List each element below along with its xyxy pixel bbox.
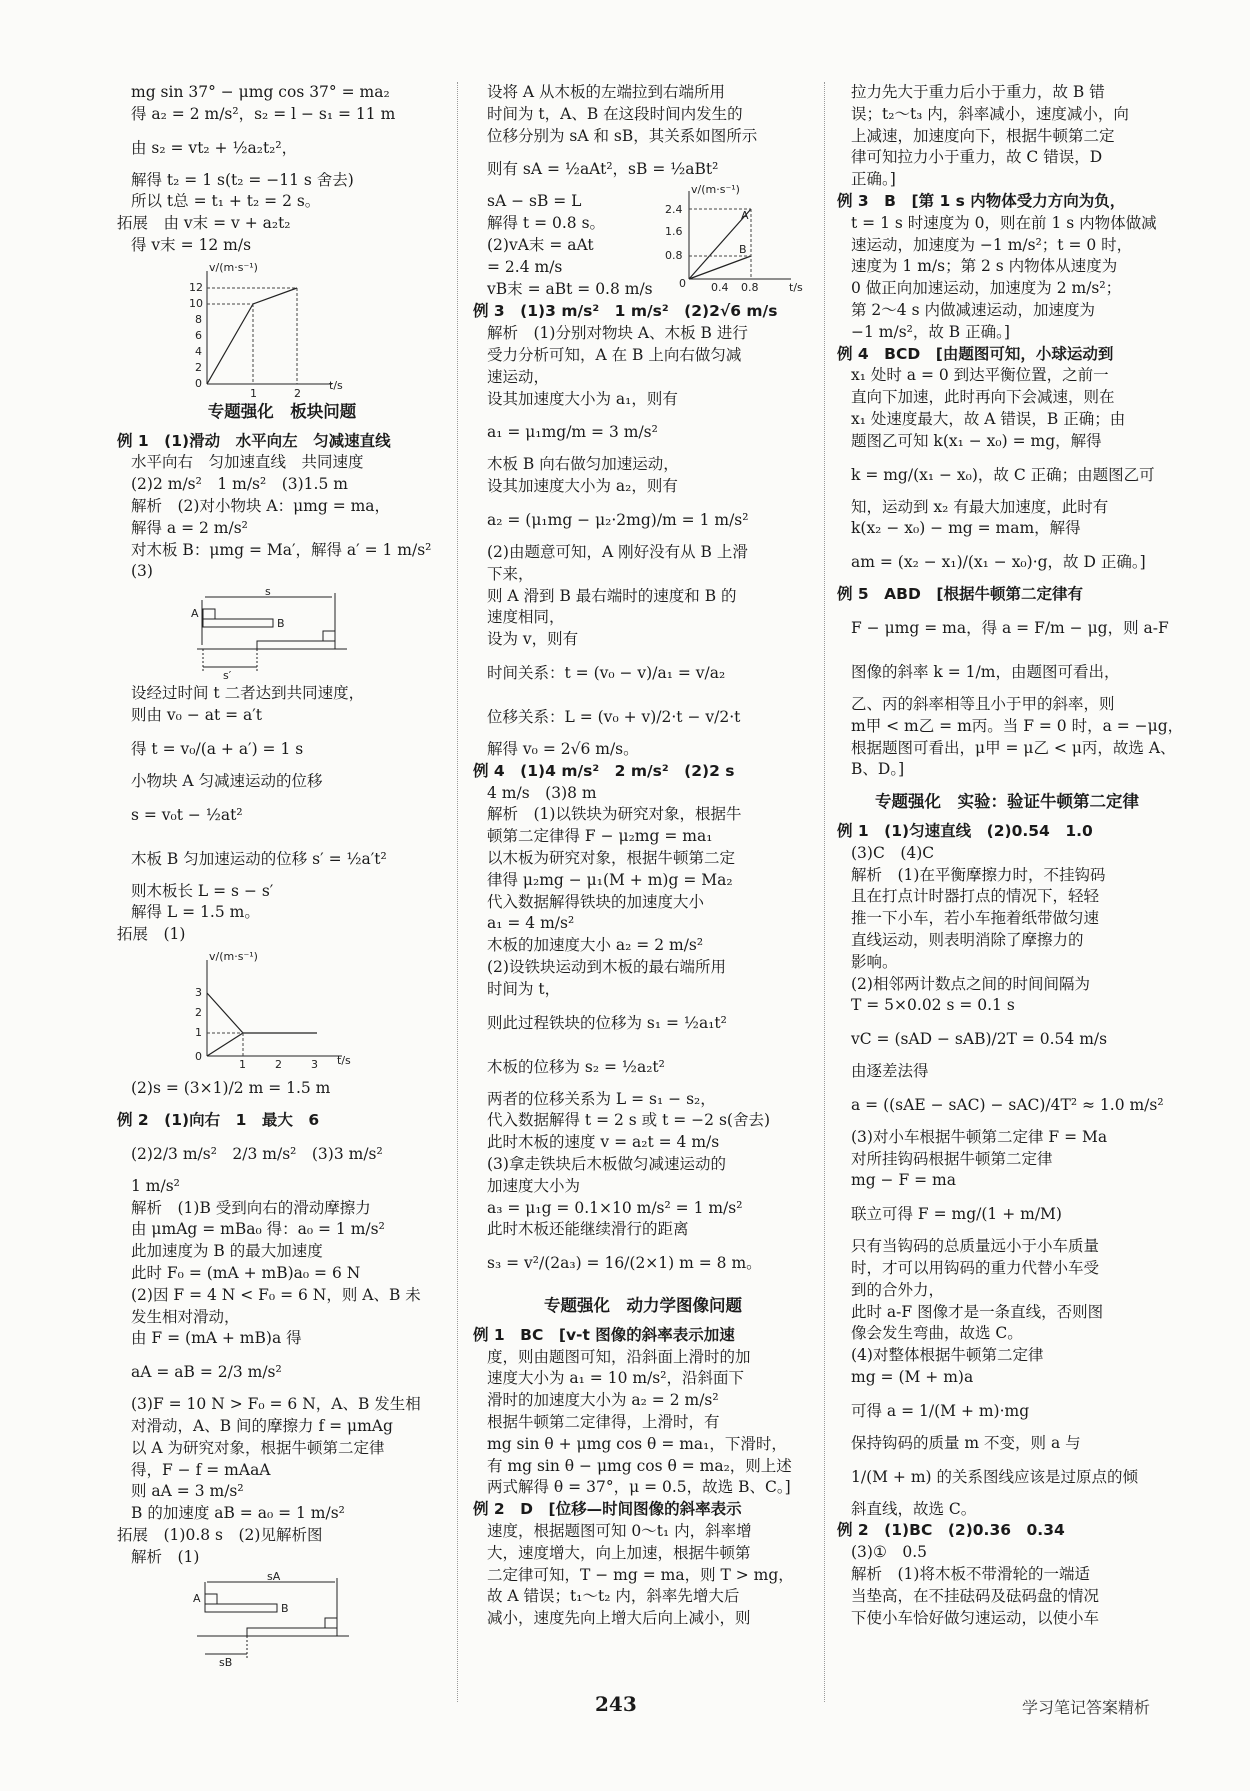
vt-graph-2 bbox=[117, 948, 357, 1071]
text-line: 时间为 t， bbox=[487, 979, 561, 998]
text-line: (2)设铁块运动到木板的最右端所用 bbox=[487, 957, 726, 976]
text-line: 只有当钩码的总质量远小于小车质量 bbox=[851, 1237, 1100, 1256]
tick-label: 2 bbox=[275, 1057, 282, 1071]
text-line: 则此过程铁块的位移为 s₁ = ½a₁t² bbox=[487, 1013, 727, 1032]
text-line: (2)s = (3×1)/2 m = 1.5 m bbox=[131, 1078, 331, 1097]
tick-label: 0.4 bbox=[711, 281, 729, 295]
tick-label: 0 bbox=[195, 1049, 202, 1063]
y-axis-label: v/(m·s⁻¹) bbox=[691, 183, 740, 197]
text-line: k(x₂ − x₀) − mg = mam，解得 bbox=[851, 519, 1081, 538]
block-label: B bbox=[281, 1602, 289, 1616]
text-line: 设其加速度大小为 a₁，则有 bbox=[487, 389, 678, 408]
text-line: (2)2 m/s² 1 m/s² (3)1.5 m bbox=[131, 475, 348, 494]
tick-label: 6 bbox=[195, 328, 202, 342]
text-line: 题图乙可知 k(x₁ − x₀) = mg，解得 bbox=[851, 431, 1102, 450]
text-line: 解得 t = 0.8 s。 bbox=[487, 214, 606, 233]
text-line: 1/(M + m) 的关系图线应该是过原点的倾 bbox=[851, 1467, 1139, 1486]
text-line: vB末 = aBt = 0.8 m/s bbox=[487, 279, 653, 298]
tick-label: 1.6 bbox=[665, 225, 683, 239]
text-line: 木板的加速度大小 a₂ = 2 m/s² bbox=[487, 936, 704, 955]
graph-line bbox=[253, 288, 297, 304]
text-line: 拓展 (1)0.8 s (2)见解析图 bbox=[117, 1525, 323, 1544]
text-line: 得 v末 = 12 m/s bbox=[131, 235, 252, 254]
text-line: 例 1 (1)滑动 水平向左 匀减速直线 bbox=[117, 431, 391, 450]
text-line: 以 A 为研究对象，根据牛顿第二定律 bbox=[131, 1438, 385, 1457]
text-line: 解析 (1)在平衡摩擦力时，不挂钩码 bbox=[851, 865, 1106, 884]
text-line: a₃ = μ₁g = 0.1×10 m/s² = 1 m/s² bbox=[487, 1198, 743, 1217]
block-a bbox=[205, 1594, 217, 1604]
text-line: 此时 F₀ = (mA + mB)a₀ = 6 N bbox=[131, 1263, 361, 1282]
text-line: mg sin θ + μmg cos θ = ma₁，下滑时， bbox=[487, 1434, 787, 1453]
text-line: 解析 (2)对小物块 A：μmg = ma， bbox=[131, 496, 391, 515]
x-axis-label: t/s bbox=[337, 1053, 351, 1067]
tick-label: 0 bbox=[195, 376, 202, 390]
dimension-label: s bbox=[265, 585, 271, 599]
text-line: 解析 (1)以铁块为研究对象，根据牛 bbox=[487, 805, 742, 824]
text-line: (2)vA末 = aAt bbox=[487, 235, 594, 254]
tick-label: 0.8 bbox=[741, 281, 759, 295]
board-b-final bbox=[257, 641, 335, 649]
text-line: 时间为 t，A、B 在这段时间内发生的 bbox=[487, 104, 743, 123]
text-line: 解得 v₀ = 2√6 m/s。 bbox=[487, 739, 639, 758]
text-line: 0 做正向加速运动，加速度为 2 m/s²； bbox=[851, 279, 1122, 298]
board-b bbox=[203, 619, 273, 627]
text-line: 对所挂钩码根据牛顿第二定律 bbox=[851, 1149, 1053, 1168]
text-line: 例 1 (1)匀速直线 (2)0.54 1.0 bbox=[837, 821, 1093, 840]
text-line: 例 3 (1)3 m/s² 1 m/s² (2)2√6 m/s bbox=[473, 302, 778, 321]
board-b bbox=[205, 1604, 277, 1612]
text-line: 且在打点计时器打点的情况下，轻轻 bbox=[851, 887, 1100, 906]
tick-label: 10 bbox=[189, 296, 203, 310]
text-line: 木板的位移为 s₂ = ½a₂t² bbox=[487, 1057, 665, 1076]
text-line: 像会发生弯曲，故选 C。 bbox=[851, 1324, 1023, 1343]
text-line: a = ((sAE − sAC) − sAC)/4T² ≈ 1.0 m/s² bbox=[851, 1095, 1164, 1114]
text-line: 例 2 (1)向右 1 最大 6 bbox=[117, 1110, 320, 1129]
text-line: 设将 A 从木板的左端拉到右端所用 bbox=[487, 83, 726, 101]
text-line: 滑时的加速度大小为 a₂ = 2 m/s² bbox=[487, 1391, 719, 1410]
text-line: −1 m/s²，故 B 正确。] bbox=[851, 322, 1010, 341]
text-line: 当垫高，在不挂砝码及砝码盘的情况 bbox=[851, 1586, 1100, 1605]
text-line: 斜直线，故选 C。 bbox=[851, 1499, 977, 1518]
graph-line-b bbox=[689, 256, 751, 279]
text-line: 影响。 bbox=[851, 952, 898, 971]
text-line: 位移关系：L = (v₀ + v)/2·t − v/2·t bbox=[487, 707, 741, 726]
dimension-label: sB bbox=[219, 1656, 233, 1670]
text-line: 时，才可以用钩码的重力代替小车受 bbox=[851, 1259, 1100, 1278]
text-line: x₁ 处速度最大，故 A 错误，B 正确；由 bbox=[851, 409, 1126, 428]
text-line: s = v₀t − ½at² bbox=[131, 805, 243, 824]
text-line: 则木板长 L = s − s′ bbox=[131, 881, 274, 900]
tick-label: 8 bbox=[195, 312, 202, 326]
text-line: 时间关系：t = (v₀ − v)/a₁ = v/a₂ bbox=[487, 663, 726, 682]
text-line: m甲 < m乙 = m丙。当 F = 0 时，a = −μg， bbox=[851, 716, 1184, 735]
y-axis-label: v/(m·s⁻¹) bbox=[209, 260, 258, 274]
tick-label: 1 bbox=[195, 1025, 202, 1039]
text-line: 由逐差法得 bbox=[851, 1062, 929, 1081]
text-line: 减小，速度先向上增大后向上减小，则 bbox=[487, 1609, 751, 1628]
text-line: 受力分析可知，A 在 B 上向右做匀减 bbox=[487, 345, 742, 364]
text-line: 1 m/s² bbox=[131, 1176, 180, 1195]
text-line: 木板 B 向右做匀加速运动， bbox=[487, 455, 679, 474]
text-line: 加速度大小为 bbox=[487, 1176, 581, 1195]
tick-label: 2.4 bbox=[665, 203, 683, 217]
graph-line bbox=[207, 304, 253, 384]
vt-graph-3 bbox=[651, 183, 811, 301]
text-line: (3)C (4)C bbox=[851, 843, 935, 862]
text-line: t = 1 s 时速度为 0，则在前 1 s 内物体做减 bbox=[851, 213, 1157, 232]
text-line: 下来， bbox=[487, 564, 534, 583]
text-line: 例 4 BCD [由题图可知，小球运动到 bbox=[837, 344, 1114, 363]
text-line: (2)相邻两计数点之间的时间间隔为 bbox=[851, 974, 1090, 993]
text-line: 设经过时间 t 二者达到共同速度， bbox=[131, 684, 365, 703]
text-line: (3)① 0.5 bbox=[851, 1543, 928, 1562]
text-line: 得 t = v₀/(a + a′) = 1 s bbox=[131, 739, 304, 758]
text-line: (3) bbox=[131, 562, 153, 581]
text-line: 推一下小车，若小车拖着纸带做匀速 bbox=[851, 909, 1100, 928]
text-line: 速度大小为 a₁ = 10 m/s²，沿斜面下 bbox=[487, 1369, 744, 1388]
text-line: 二定律可知，T − mg = ma，则 T > mg， bbox=[487, 1565, 794, 1584]
text-line: 误；t₂～t₃ 内，斜率减小，速度减小，向 bbox=[851, 104, 1129, 123]
text-line: 联立可得 F = mg/(1 + m/M) bbox=[851, 1205, 1062, 1224]
tick-label: 0 bbox=[679, 277, 686, 291]
block-label: B bbox=[277, 617, 285, 631]
text-line: 得，F − f = mAaA bbox=[131, 1460, 271, 1479]
text-line: 代入数据解得 t = 2 s 或 t = −2 s(舍去) bbox=[487, 1111, 770, 1130]
text-line: a₁ = μ₁mg/m = 3 m/s² bbox=[487, 423, 658, 442]
section-title: 专题强化 板块问题 bbox=[207, 401, 357, 421]
text-line: 则由 v₀ − at = a′t bbox=[131, 705, 263, 724]
text-line: B、D。] bbox=[851, 760, 905, 779]
text-line: 例 2 (1)BC (2)0.36 0.34 bbox=[837, 1521, 1065, 1540]
text-line: 第 2～4 s 内做减速运动，加速度为 bbox=[851, 300, 1095, 319]
text-line: s₃ = v²/(2a₃) = 16/(2×1) m = 8 m。 bbox=[487, 1254, 762, 1273]
text-line: 设为 v，则有 bbox=[487, 630, 579, 649]
text-line: 设其加速度大小为 a₂，则有 bbox=[487, 477, 678, 496]
text-line: 故 A 错误；t₁～t₂ 内，斜率先增大后 bbox=[487, 1587, 740, 1606]
text-line: 图像的斜率 k = 1/m，由题图可看出， bbox=[851, 662, 1120, 681]
text-line: 则 aA = 3 m/s² bbox=[131, 1482, 244, 1501]
x-axis-label: t/s bbox=[789, 281, 803, 295]
tick-label: 0.8 bbox=[665, 249, 683, 263]
text-line: (3)对小车根据牛顿第二定律 F = Ma bbox=[851, 1127, 1108, 1146]
vt-graph-1 bbox=[117, 259, 357, 400]
text-line: 位移分别为 sA 和 sB，其关系如图所示 bbox=[487, 126, 758, 145]
text-line: 速度为 1 m/s；第 2 s 内物体从速度为 bbox=[851, 257, 1118, 276]
text-line: mg = (M + m)a bbox=[851, 1368, 974, 1387]
block-label: A bbox=[193, 1592, 201, 1606]
text-line: 解得 L = 1.5 m。 bbox=[131, 903, 260, 922]
column-3 bbox=[837, 82, 1184, 1629]
text-line: 解得 a = 2 m/s² bbox=[131, 518, 248, 537]
text-line: 两者的位移关系为 L = s₁ − s₂， bbox=[487, 1089, 716, 1108]
text-line: (2)由题意可知，A 刚好没有从 B 上滑 bbox=[487, 542, 748, 561]
tick-label: 4 bbox=[195, 344, 202, 358]
text-line: 水平向右 匀加速直线 共同速度 bbox=[131, 453, 364, 472]
tick-label: 2 bbox=[294, 386, 301, 400]
text-line: 例 2 D [位移—时间图像的斜率表示 bbox=[473, 1500, 742, 1519]
text-line: 由 F = (mA + mB)a 得 bbox=[131, 1329, 302, 1348]
text-line: 由 s₂ = vt₂ + ½a₂t₂²， bbox=[131, 138, 298, 157]
text-line: 根据题图可看出，μ甲 = μ乙 < μ丙，故选 A、 bbox=[851, 738, 1176, 757]
text-line: 此时 a-F 图像才是一条直线，否则图 bbox=[851, 1302, 1104, 1321]
text-line: 对木板 B：μmg = Ma′，解得 a′ = 1 m/s² bbox=[131, 540, 432, 559]
block-label: A bbox=[191, 607, 199, 621]
page-number: 243 bbox=[595, 1692, 637, 1716]
text-line: 此时木板还能继续滑行的距离 bbox=[487, 1220, 689, 1239]
text-line: 发生相对滑动， bbox=[131, 1307, 240, 1326]
text-line: mg − F = ma bbox=[851, 1171, 956, 1190]
text-line: aA = aB = 2/3 m/s² bbox=[131, 1363, 282, 1382]
dimension-label: sA bbox=[267, 1570, 281, 1584]
dimension-label: s′ bbox=[223, 669, 232, 683]
text-line: x₁ 处时 a = 0 到达平衡位置，之前一 bbox=[851, 366, 1109, 385]
text-line: 两式解得 θ = 37°，μ = 0.5，故选 B、C。] bbox=[487, 1478, 791, 1497]
footer-text: 学习笔记答案精析 bbox=[1022, 1698, 1151, 1717]
text-line: T = 5×0.02 s = 0.1 s bbox=[851, 996, 1015, 1015]
section-title: 专题强化 动力学图像问题 bbox=[544, 1296, 742, 1316]
text-line: 拉力先大于重力后小于重力，故 B 错 bbox=[851, 83, 1105, 101]
text-line: 度，则由题图可知，沿斜面上滑时的加 bbox=[487, 1347, 751, 1366]
text-line: 得 a₂ = 2 m/s²，s₂ = l − s₁ = 11 m bbox=[131, 104, 396, 123]
text-line: (2)因 F = 4 N < F₀ = 6 N，则 A、B 未 bbox=[131, 1285, 421, 1304]
text-line: 拓展 由 v末 = v + a₂t₂ bbox=[117, 214, 291, 233]
text-line: 解析 (1)分别对物块 A、木板 B 进行 bbox=[487, 324, 748, 343]
text-line: sA − sB = L bbox=[487, 192, 582, 211]
text-line: 顿第二定律得 F − μ₂mg = ma₁ bbox=[487, 827, 713, 846]
section-title: 专题强化 实验：验证牛顿第二定律 bbox=[875, 792, 1139, 812]
text-line: 由 μmAg = mBa₀ 得：a₀ = 1 m/s² bbox=[131, 1220, 385, 1239]
column-1 bbox=[117, 82, 447, 1672]
text-line: am = (x₂ − x₁)/(x₁ − x₀)·g，故 D 正确。] bbox=[851, 553, 1146, 572]
text-line: 直线运动，则表明消除了摩擦力的 bbox=[851, 930, 1084, 949]
column-2 bbox=[473, 82, 813, 1630]
text-line: 解析 (1)B 受到向右的滑动摩擦力 bbox=[131, 1198, 371, 1217]
tick-label: 2 bbox=[195, 1005, 202, 1019]
text-line: 例 3 B [第 1 s 内物体受力方向为负， bbox=[837, 191, 1126, 210]
text-line: (3)F = 10 N > F₀ = 6 N，A、B 发生相 bbox=[131, 1395, 421, 1414]
text-line: (2)2/3 m/s² 2/3 m/s² (3)3 m/s² bbox=[131, 1144, 383, 1163]
text-line: 木板 B 匀加速运动的位移 s′ = ½a′t² bbox=[131, 849, 387, 868]
text-line: 小物块 A 匀减速运动的位移 bbox=[131, 771, 323, 790]
graph-line-a bbox=[207, 993, 243, 1033]
text-line: 知，运动到 x₂ 有最大加速度，此时有 bbox=[851, 497, 1109, 516]
text-line: 律得 μ₂mg − μ₁(M + m)g = Ma₂ bbox=[487, 870, 733, 889]
tick-label: 1 bbox=[239, 1057, 246, 1071]
text-line: 例 4 (1)4 m/s² 2 m/s² (2)2 s bbox=[473, 761, 735, 780]
text-line: a₂ = (μ₁mg − μ₂·2mg)/m = 1 m/s² bbox=[487, 510, 749, 529]
text-line: 大，速度增大，向上加速，根据牛顿第 bbox=[487, 1543, 751, 1562]
text-line: 上减速，加速度向下，根据牛顿第二定 bbox=[851, 126, 1115, 145]
text-line: (3)拿走铁块后木板做匀减速运动的 bbox=[487, 1154, 726, 1173]
text-line: 解析 (1)将木板不带滑轮的一端适 bbox=[851, 1565, 1090, 1584]
text-line: 根据牛顿第二定律得，上滑时，有 bbox=[487, 1413, 720, 1432]
text-line: mg sin 37° − μmg cos 37° = ma₂ bbox=[131, 83, 390, 101]
text-line: 速运动， bbox=[487, 367, 550, 386]
text-line: 保持钩码的质量 m 不变，则 a 与 bbox=[851, 1433, 1081, 1452]
text-line: vC = (sAD − sAB)/2T = 0.54 m/s bbox=[851, 1030, 1108, 1049]
tick-label: 12 bbox=[189, 280, 203, 294]
board-b-final bbox=[247, 1628, 337, 1636]
text-line: 拓展 (1) bbox=[117, 925, 186, 944]
tick-label: 2 bbox=[195, 360, 202, 374]
text-line: F − μmg = ma，得 a = F/m − μg，则 a-F bbox=[851, 618, 1169, 637]
graph-line-b bbox=[207, 1033, 243, 1056]
text-line: 速度，根据题图可知 0～t₁ 内，斜率增 bbox=[487, 1522, 752, 1541]
block-board-figure-2 bbox=[117, 1570, 417, 1670]
tick-label: 3 bbox=[311, 1057, 318, 1071]
tick-label: 1 bbox=[250, 386, 257, 400]
tick-label: 3 bbox=[195, 985, 202, 999]
text-line: 解析 (1) bbox=[131, 1547, 200, 1566]
block-a bbox=[203, 609, 215, 619]
text-line: (4)对整体根据牛顿第二定律 bbox=[851, 1346, 1044, 1365]
y-axis-label: v/(m·s⁻¹) bbox=[209, 949, 258, 963]
text-line: 此加速度为 B 的最大加速度 bbox=[131, 1242, 323, 1261]
block-board-figure-1 bbox=[117, 585, 417, 681]
text-line: 乙、丙的斜率相等且小于甲的斜率，则 bbox=[851, 694, 1115, 713]
text-line: 律可知拉力小于重力，故 C 错误，D bbox=[851, 148, 1103, 167]
line-label: B bbox=[739, 243, 747, 257]
text-line: 对滑动，A、B 间的摩擦力 f = μmAg bbox=[131, 1416, 393, 1435]
text-line: 代入数据解得铁块的加速度大小 bbox=[487, 892, 705, 911]
text-line: 例 1 BC [v-t 图像的斜率表示加速 bbox=[473, 1325, 735, 1344]
text-line: 直向下加速，此时再向下会减速，则在 bbox=[851, 388, 1115, 407]
line-label: A bbox=[741, 209, 749, 223]
text-line: 所以 t总 = t₁ + t₂ = 2 s。 bbox=[131, 192, 321, 211]
text-line: 可得 a = 1/(M + m)·mg bbox=[851, 1401, 1030, 1420]
text-line: 正确。] bbox=[851, 170, 896, 189]
x-axis-label: t/s bbox=[329, 378, 343, 392]
text-line: 例 5 ABD [根据牛顿第二定律有 bbox=[837, 585, 1083, 604]
text-line: = 2.4 m/s bbox=[487, 257, 563, 276]
answer-with-graph bbox=[473, 183, 813, 301]
text-line: 4 m/s (3)8 m bbox=[487, 783, 597, 802]
text-line: 以木板为研究对象，根据牛顿第二定 bbox=[487, 848, 736, 867]
text-line: 此时木板的速度 v = a₂t = 4 m/s bbox=[487, 1133, 720, 1152]
text-line: 速度相同， bbox=[487, 608, 565, 627]
text-line: B 的加速度 aB = a₀ = 1 m/s² bbox=[131, 1504, 345, 1523]
block-a-final bbox=[323, 631, 335, 641]
text-line: k = mg/(x₁ − x₀)，故 C 正确；由题图乙可 bbox=[851, 465, 1155, 484]
text-line: 速运动，加速度为 −1 m/s²；t = 0 时， bbox=[851, 235, 1133, 254]
text-line: 到的合外力， bbox=[851, 1280, 945, 1299]
text-line: 下使小车恰好做匀速运动，以使小车 bbox=[851, 1608, 1100, 1627]
text-line: 则有 sA = ½aAt²，sB = ½aBt² bbox=[487, 160, 719, 179]
text-line: 有 mg sin θ − μmg cos θ = ma₂，则上述 bbox=[487, 1456, 792, 1475]
text-line: 则 A 滑到 B 最右端时的速度和 B 的 bbox=[487, 586, 737, 605]
text-line: 解得 t₂ = 1 s(t₂ = −11 s 舍去) bbox=[131, 170, 354, 189]
text-line: a₁ = 4 m/s² bbox=[487, 914, 575, 933]
block-a-final bbox=[325, 1618, 337, 1628]
